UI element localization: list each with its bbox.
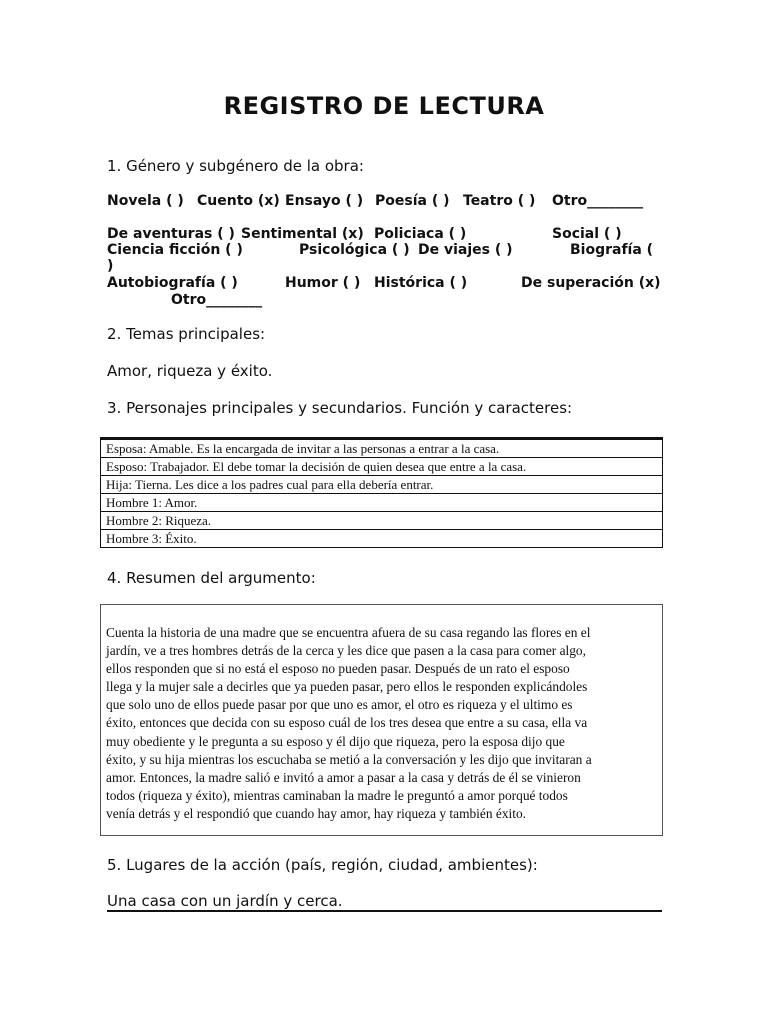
answer-underline [107,910,662,912]
option-otro-subgenre: Otro________ [171,292,263,308]
option-humor: Humor ( ) [285,275,361,291]
option-ciencia-ficcion: Ciencia ficción ( ) [107,242,243,258]
character-cell: Hombre 2: Riqueza. [101,512,663,530]
table-row [101,458,663,476]
option-social: Social ( ) [552,226,622,242]
table-row [101,476,663,494]
table-row [101,439,663,458]
option-biografia-close: ) [107,258,114,274]
option-sentimental: Sentimental (x) [241,226,364,242]
option-superacion: De superación (x) [521,275,661,291]
summary-box: Cuenta la historia de una madre que se encuentra afuera de su casa regando las flores en el jardín, ve a tres hombres detrás de la cerca y les dice que pasen a la casa para comer algo, ellos responden que si no está el esposo no pueden pasar. Después de un rato el esposo llega y la mujer sale a decirles que ya pueden pasar, pero ellos le responden explicándoles que solo uno de ellos puede pasar por que uno es amor, el otro es riqueza y el ultimo es éxito, entonces que decida con su esposo cuál de los tres desea que entre a su casa, ella va muy obediente y le pregunta a su esposo y él dijo que riqueza, pero la esposa dijo que éxito, y su hija mientras los escuchaba se metió a la conversación y les dijo que invitaran a amor. Entonces, la madre salió e invitó a amor a pasar a la casa y detrás de él se vinieron todos (riqueza y éxito), mientras caminaban la madre le preguntó a amor porqué todos venía detrás y el respondió que cuando hay amor, hay riqueza y también éxito. [100,604,663,836]
character-cell: Esposo: Trabajador. El debe tomar la decisión de quien desea que entre a la casa. [101,458,663,476]
page-title: REGISTRO DE LECTURA [223,92,545,120]
option-autobiografia: Autobiografía ( ) [107,275,238,291]
character-cell: Hombre 1: Amor. [101,494,663,512]
option-otro-genre: Otro________ [552,193,644,209]
option-cuento: Cuento (x) [197,193,280,209]
table-row [101,512,663,530]
table-row [101,530,663,548]
character-cell: Hombre 3: Éxito. [101,530,663,548]
table-row [101,494,663,512]
question-themes-heading: 2. Temas principales: [107,325,266,343]
option-psicologica: Psicológica ( ) [299,242,410,258]
character-cell: Hija: Tierna. Les dice a los padres cual para ella debería entrar. [101,476,663,494]
option-ensayo: Ensayo ( ) [285,193,364,209]
option-policiaca: Policiaca ( ) [374,226,467,242]
option-poesia: Poesía ( ) [375,193,450,209]
places-answer: Una casa con un jardín y cerca. [107,892,343,910]
option-aventuras: De aventuras ( ) [107,226,235,242]
characters-table [100,437,663,548]
question-genre-heading: 1. Género y subgénero de la obra: [107,157,364,175]
option-novela: Novela ( ) [107,193,184,209]
character-cell: Esposa: Amable. Es la encargada de invitar a las personas a entrar a la casa. [101,439,663,458]
themes-answer: Amor, riqueza y éxito. [107,362,273,380]
option-viajes: De viajes ( ) [418,242,513,258]
question-summary-heading: 4. Resumen del argumento: [107,569,316,587]
question-characters-heading: 3. Personajes principales y secundarios. Función y caracteres: [107,399,573,417]
option-teatro: Teatro ( ) [463,193,536,209]
option-biografia: Biografía ( [570,242,654,258]
question-places-heading: 5. Lugares de la acción (país, región, ciudad, ambientes): [107,856,538,874]
option-historica: Histórica ( ) [374,275,468,291]
